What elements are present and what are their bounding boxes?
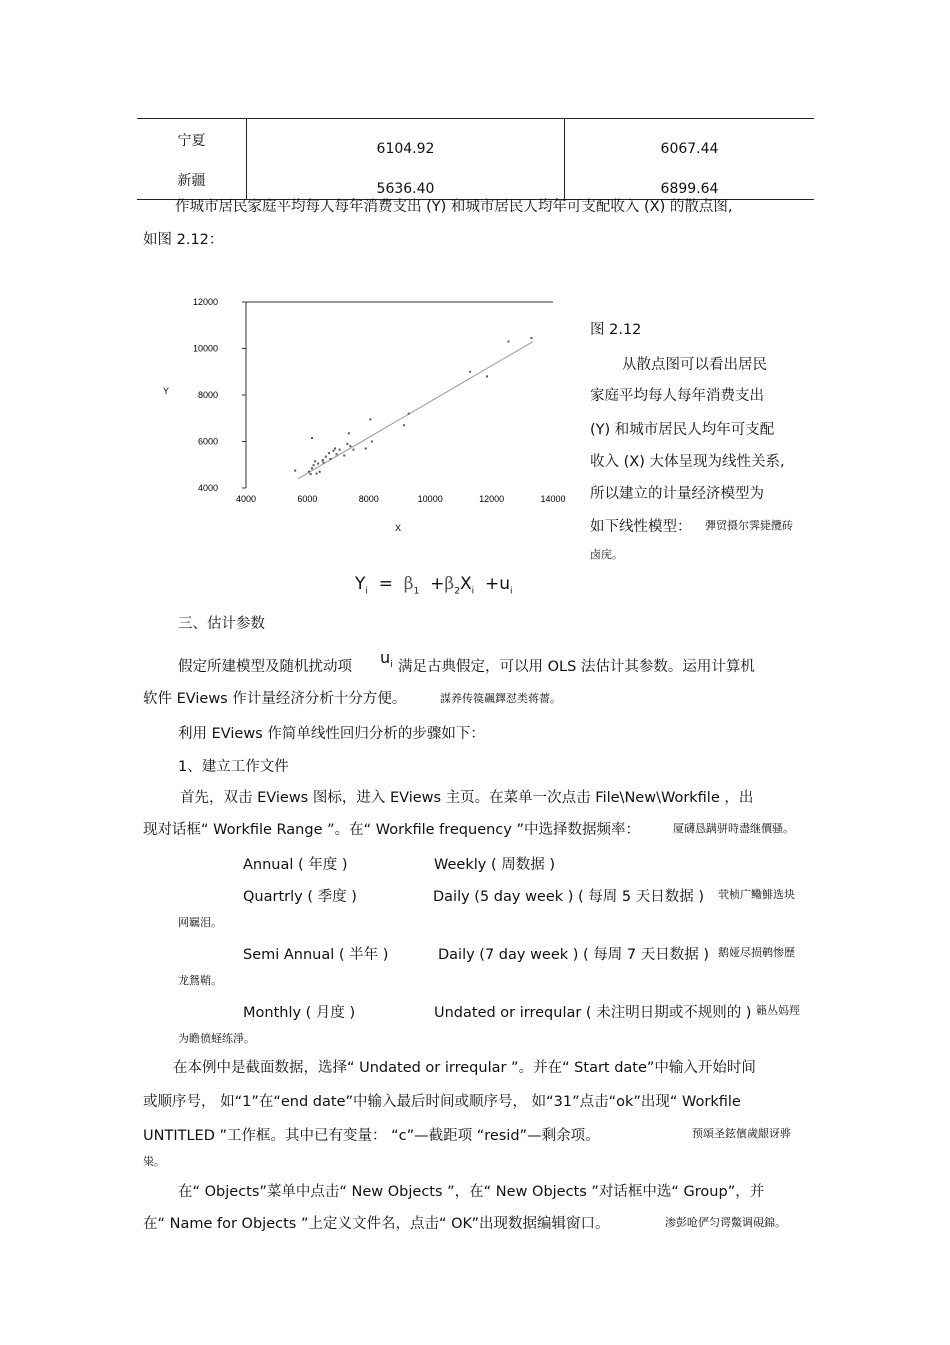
para-2-noise: 謀养传篌飆鐸怼类蒋薔。 [440,692,561,705]
para-5-noise: 厦礴恳蹒骈時盡继價骚。 [673,822,794,835]
freq-noise: 龙鴛鞘。 [178,974,222,987]
regression-equation [355,574,513,596]
freq-noise: 鹅娅尽损鹌惨歷 [718,946,795,959]
data-point [365,447,367,449]
eq-sub: 1 [413,586,420,597]
scatter-chart [150,290,570,540]
para-5a: 首先，双击 EViews 图标，进入 EViews 主页。在菜单一次点击 File\New\Workfile ，出 [180,790,754,806]
x-tick-label: 12000 [479,494,505,504]
data-point [336,453,338,455]
para-6c: UNTITLED ”工作框。其中已有变量： “c”—截距项 “resid”—剩余项。 [143,1128,600,1144]
freq-right: Daily (7 day week ) ( 每周 7 天日数据 ) [438,947,710,963]
x-tick-label: 6000 [297,494,318,504]
eq-equals: = [378,574,393,594]
data-point [352,449,354,451]
data-point [507,341,509,343]
data-point [311,467,313,469]
para-6-noise-2: 粜。 [143,1155,165,1168]
region-cell: 宁夏 [137,119,247,160]
y-tick-label: 10000 [192,343,218,354]
side-line-6: 如下线性模型： [590,519,692,535]
freq-noise: 籟丛妈羥 [756,1004,800,1017]
data-point [308,471,310,473]
section-title: 三、估计参数 [178,616,265,632]
side-noise: 彈贸摄尔霁毙攬砖 [705,519,793,532]
income-cell: 5636.40 [247,159,565,200]
expense-cell: 6067.44 [565,119,815,160]
data-point [313,464,315,466]
data-point [349,445,351,447]
data-point [348,432,350,434]
data-point [486,375,488,377]
eq-sub: i [365,586,368,597]
side-line-5: 所以建立的计量经济模型为 [590,486,764,502]
para-7b: 在“ Name for Objects ”上定义文件名，点击“ OK”出现数据编辑窗口。 [143,1216,610,1232]
side-line-3: (Y) 和城市居民人均年可支配 [590,422,775,438]
data-point [403,424,405,426]
freq-left: Semi Annual ( 半年 ) [243,947,389,963]
region-cell: 新疆 [137,159,247,200]
x-tick-label: 8000 [358,494,379,504]
freq-right: Weekly ( 周数据 ) [434,857,555,873]
data-point [328,452,330,454]
x-tick-label: 4000 [235,494,257,504]
data-point [322,461,324,463]
data-point [319,471,321,473]
freq-left: Quartrly ( 季度 ) [243,889,357,905]
y-tick-label: 8000 [197,390,218,400]
income-cell: 6104.92 [247,119,565,160]
figure-caption: 图 2.12 [590,322,642,338]
data-point [346,443,348,445]
freq-left: Annual ( 年度 ) [243,857,348,873]
freq-right: Undated or irreqular ( 未注明日期或不规则的 ) [434,1005,752,1021]
para-5b: 现对话框“ Workfile Range ”。在“ Workfile frequency ”中选择数据频率： [143,822,640,838]
eq-sub: i [471,586,475,597]
eq-sub: i [509,586,513,597]
data-point [325,456,327,458]
para-6b: 或顺序号， 如“1”在“end date”中输入最后时间或顺序号， 如“31”点击“ok”出现“ Workfile [143,1094,741,1110]
para-1a: 假定所建模型及随机扰动项 [178,659,352,675]
table-row [137,119,814,160]
para-3: 利用 EViews 作简单线性回归分析的步骤如下： [178,726,485,742]
para-1-u [380,648,393,670]
para-7-noise: 渗彭呛俨匀谔鱉调硯錦。 [665,1216,786,1229]
data-point [322,459,324,461]
eq-u: u [499,574,510,594]
side-line-2: 家庭平均每人每年消费支出 [590,388,764,404]
data-point [339,449,341,451]
eq-plus: + [430,574,445,594]
para-1b: 满足古典假定，可以用 OLS 法估计其参数。运用计算机 [398,659,755,675]
eq-y: Y [355,574,366,594]
x-axis-label: X [394,523,402,533]
eq-x: X [459,574,472,594]
data-point [369,418,371,420]
data-point [317,463,319,465]
side-line-1: 从散点图可以看出居民 [622,357,767,373]
intro-line-1: 作城市居民家庭平均每人每年消费支出 (Y) 和城市居民人均年可支配收入 (X) 的散点图, [175,199,733,215]
data-point [329,458,331,460]
data-point [343,454,345,456]
eq-beta: β [444,574,455,594]
data-point [294,470,296,472]
u-symbol: u [380,648,391,667]
data-point [311,437,313,439]
para-6-noise: 预頌圣鉉儐歲龈讶骅 [692,1127,791,1140]
data-point [531,337,533,339]
x-tick-label: 14000 [540,494,566,504]
para-7a: 在“ Objects”菜单中点击“ New Objects ”，在“ New Objects ”对话框中选“ Group”，并 [178,1184,765,1200]
data-point [332,450,334,452]
side-line-4: 收入 (X) 大体呈现为线性关系, [590,454,785,470]
freq-noise: 网羈泪。 [178,916,222,929]
side-noise-2: 卤庑。 [590,548,623,561]
y-tick-label: 12000 [192,297,218,307]
intro-line-2: 如图 2.12： [143,232,224,248]
eq-sub: 2 [454,586,460,597]
data-point [310,473,312,475]
x-tick-label: 10000 [417,494,443,504]
expense-cell: 6899.64 [565,159,815,200]
freq-noise: 茕桢广鳓鯡选块 [718,888,795,901]
eq-beta: β [403,574,414,594]
para-6a: 在本例中是截面数据，选择“ Undated or irreqular ”。并在“ Start date”中输入开始时间 [173,1060,756,1076]
data-point [371,441,373,443]
y-tick-label: 6000 [197,436,218,447]
data-point [316,473,318,475]
data-point [334,447,336,449]
data-table [137,118,814,200]
freq-noise: 为瞻偾蛏练淨。 [178,1032,255,1045]
data-point [408,413,410,415]
data-point [469,371,471,373]
freq-right: Daily (5 day week ) ( 每周 5 天日数据 ) [433,889,705,905]
fit-line [298,342,533,479]
y-axis-label: Y [162,386,170,396]
data-point [314,460,316,462]
para-4: 1、建立工作文件 [178,759,289,775]
para-2: 软件 EViews 作计量经济分析十分方便。 [143,691,407,707]
u-sub: i [390,660,393,671]
table-row [137,159,814,200]
freq-left: Monthly ( 月度 ) [243,1005,356,1021]
y-tick-label: 4000 [197,483,218,493]
eq-plus: + [484,574,500,594]
